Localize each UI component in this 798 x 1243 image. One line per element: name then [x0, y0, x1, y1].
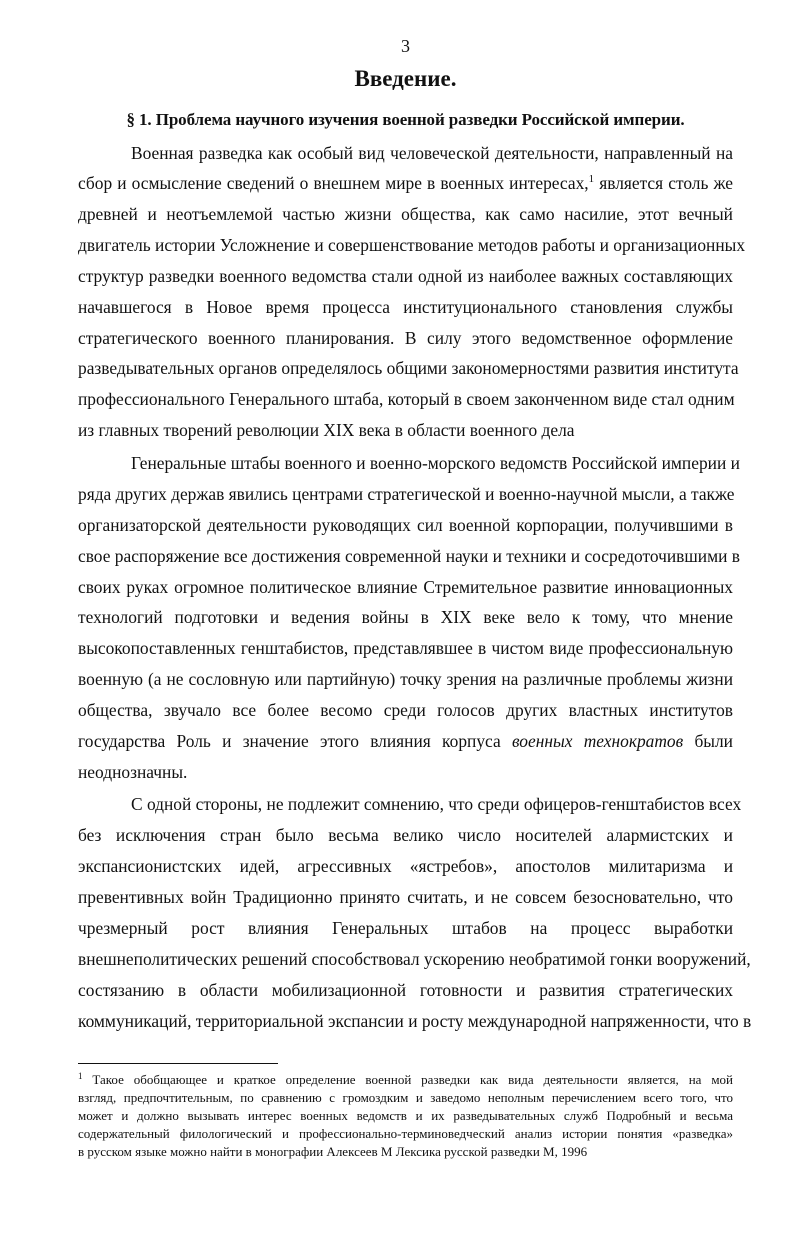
text-line: начавшегося в Новое время процесса институционального становления службы [78, 297, 733, 317]
footnote-reference[interactable]: 1 [588, 173, 595, 185]
footnote-number: 1 [78, 1071, 83, 1081]
text-line: превентивных войн Традиционно принято считать, и не совсем безосновательно, что [78, 887, 733, 907]
page-title: Введение. [354, 66, 457, 91]
text-line: из главных творений революции XIX века в области военного дела [78, 420, 575, 440]
text-line: технологий подготовки и ведения войны в XIX веке вело к тому, что мнение [78, 607, 733, 627]
footnote-divider [78, 1063, 278, 1064]
text-line: структур разведки военного ведомства стали одной из наиболее важных составляющих [78, 266, 733, 286]
text-line: без исключения стран было весьма велико число носителей алармистских и [78, 825, 733, 845]
text-line: неоднозначны. [78, 762, 188, 782]
text-line: ряда других держав явились центрами стратегической и военно-научной мысли, а также [78, 484, 735, 504]
text-span: является столь же [594, 173, 733, 193]
text-line: своих руках огромное политическое влияние Стремительное развитие инновационных [78, 577, 733, 597]
footnote-line: взгляд, предпочтительным, по сравнению с громоздким и заведомо неполным перечислением всего того, что [78, 1090, 733, 1105]
text-span: государства Роль и значение этого влияния корпуса [78, 731, 512, 751]
text-line: Генеральные штабы военного и военно-морского ведомств Российской империи и [131, 453, 740, 473]
text-span: были [683, 731, 733, 751]
section-heading: § 1. Проблема научного изучения военной разведки Российской империи. [126, 110, 685, 129]
footnote-line [78, 1072, 733, 1088]
footnote-line: содержательный филологический и профессионально-терминоведческий анализ истории понятия «разведка» [78, 1126, 733, 1141]
text-line: двигатель истории Усложнение и совершенствование методов работы и организационных [78, 235, 746, 255]
text-line: военную (а не сословную или партийную) точку зрения на различные проблемы жизни [78, 669, 733, 689]
footnote-line: может и должно вызывать интерес военных ведомств и их разведывательных служб Подробный и весьма [78, 1108, 733, 1123]
text-line: коммуникаций, территориальной экспансии и росту международной напряженности, что в [78, 1011, 752, 1031]
footnote-line: в русском языке можно найти в монографии Алексеев М Лексика русской разведки М, 1996 [78, 1144, 588, 1159]
text-line: внешнеполитических решений способствовал ускорению необратимой гонки вооружений, [78, 949, 751, 969]
text-line [78, 730, 733, 752]
text-line: разведывательных органов определялось общими закономерностями развития института [78, 358, 739, 378]
text-line: стратегического военного планирования. В силу этого ведомственное оформление [78, 328, 733, 348]
text-line: чрезмерный рост влияния Генеральных штабов на процесс выработки [78, 918, 733, 938]
document-page [78, 0, 752, 1243]
text-line: высокопоставленных генштабистов, представлявшее в чистом виде профессиональную [78, 638, 733, 658]
text-line: экспансионистских идей, агрессивных «ястребов», апостолов милитаризма и [78, 856, 733, 876]
text-line: организаторской деятельности руководящих сил военной корпорации, получившими в [78, 515, 733, 535]
text-line: состязанию в области мобилизационной готовности и развития стратегических [78, 980, 733, 1000]
text-line: С одной стороны, не подлежит сомнению, что среди офицеров-генштабистов всех [131, 794, 742, 814]
italic-term: военных технократов [511, 731, 684, 751]
text-line: свое распоряжение все достижения современной науки и техники и сосредоточившими в [78, 546, 740, 566]
text-line: профессионального Генерального штаба, который в своем законченном виде стал одним [78, 389, 735, 409]
text-line: Военная разведка как особый вид человеческой деятельности, направленный на [131, 143, 733, 163]
text-line: древней и неотъемлемой частью жизни общества, как само насилие, этот вечный [78, 204, 733, 224]
text-span: сбор и осмысление сведений о внешнем мире в военных интересах, [78, 173, 589, 193]
text-line [78, 172, 733, 194]
page-number: 3 [401, 36, 410, 56]
text-span: Такое обобщающее и краткое определение военной разведки как вида деятельности является, на мой [82, 1072, 733, 1087]
text-line: общества, звучало все более весомо среди голосов других властных институтов [78, 700, 733, 720]
